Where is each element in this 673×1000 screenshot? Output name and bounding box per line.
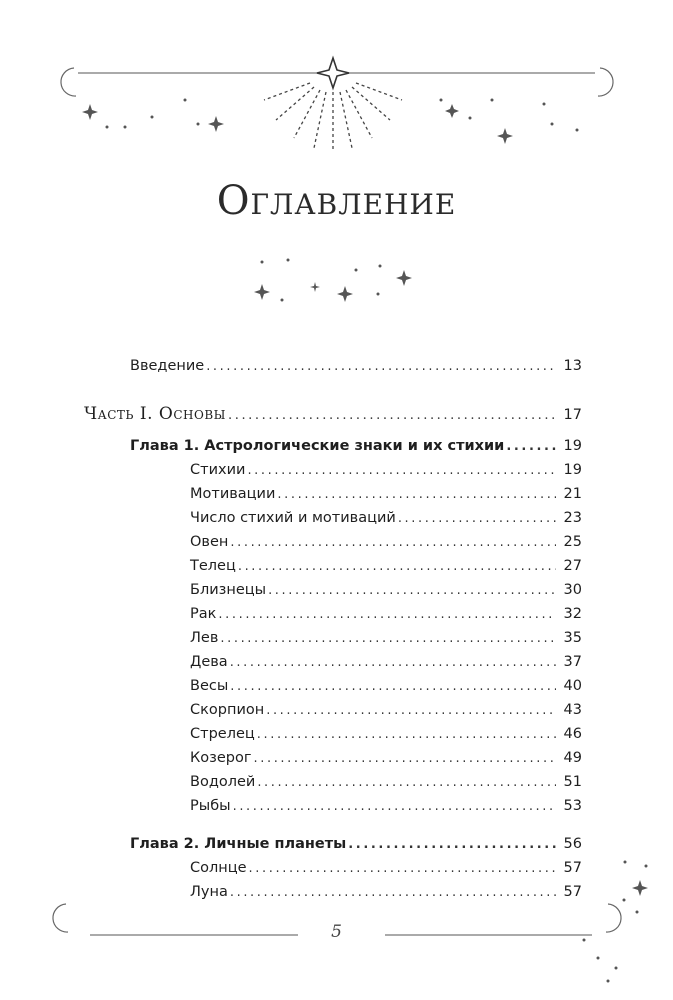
toc-entry-page: 49 <box>563 750 582 766</box>
dot-leader <box>230 885 556 900</box>
toc-entry-page: 51 <box>563 774 582 790</box>
toc-entry[interactable] <box>190 750 582 766</box>
toc-entry[interactable] <box>190 860 582 876</box>
dot-leader <box>228 408 556 423</box>
toc-entry[interactable] <box>190 678 582 694</box>
dot-leader <box>206 359 556 374</box>
toc-entry-page: 30 <box>563 582 582 598</box>
toc-part-label: Часть I. Основы <box>84 404 226 424</box>
dot-leader <box>249 861 556 876</box>
toc-entry-page: 19 <box>563 462 582 478</box>
toc-entry-intro[interactable] <box>130 358 582 374</box>
toc-entry-label: Рыбы <box>190 798 231 814</box>
toc-entry-page: 57 <box>563 860 582 876</box>
toc-entry-page: 37 <box>563 654 582 670</box>
page-title: Оглавление <box>216 178 457 224</box>
toc-entry[interactable] <box>190 884 582 900</box>
toc-entry[interactable] <box>190 510 582 526</box>
toc-chapter-label: Глава 1. Астрологические знаки и их стихии <box>130 438 505 454</box>
page-number: 5 <box>331 922 342 942</box>
dot-leader <box>230 679 556 694</box>
toc-entry[interactable] <box>190 582 582 598</box>
toc-entry-page: 57 <box>563 884 582 900</box>
toc-entry-label: Рак <box>190 606 217 622</box>
toc-entry-label: Мотивации <box>190 486 276 502</box>
toc-entry-page: 25 <box>563 534 582 550</box>
dot-leader <box>268 583 556 598</box>
toc-entry[interactable] <box>190 462 582 478</box>
dot-leader <box>218 607 556 622</box>
dot-leader <box>257 727 556 742</box>
toc-chapter-label: Глава 2. Личные планеты <box>130 836 347 852</box>
toc-entry-page: 46 <box>563 726 582 742</box>
toc-entry-label: Скорпион <box>190 702 265 718</box>
toc-entry-label: Стрелец <box>190 726 255 742</box>
toc-entry-label: Козерог <box>190 750 252 766</box>
toc-entry-page: 32 <box>563 606 582 622</box>
toc-entry-label: Телец <box>190 558 236 574</box>
toc-chapter-page: 19 <box>563 438 582 454</box>
toc-entry-label: Стихии <box>190 462 246 478</box>
toc-part-page: 17 <box>563 407 582 423</box>
toc-entry-label: Водолей <box>190 774 256 790</box>
toc-entry[interactable] <box>190 774 582 790</box>
toc-entry-page: 23 <box>563 510 582 526</box>
toc-chapter-page: 56 <box>563 836 582 852</box>
dot-leader <box>233 799 556 814</box>
dot-leader <box>254 751 557 766</box>
toc-entry-label: Луна <box>190 884 228 900</box>
toc-entry[interactable] <box>190 558 582 574</box>
dot-leader <box>398 511 556 526</box>
toc-entry[interactable] <box>190 486 582 502</box>
toc-entry-label: Близнецы <box>190 582 267 598</box>
toc-entry-label: Весы <box>190 678 229 694</box>
toc-entry-page: 53 <box>563 798 582 814</box>
toc-entry[interactable] <box>190 630 582 646</box>
dot-leader <box>220 631 556 646</box>
toc-entry-chapter-1[interactable] <box>130 438 582 454</box>
toc-entry[interactable] <box>190 702 582 718</box>
toc-entry[interactable] <box>190 798 582 814</box>
dot-leader <box>230 535 556 550</box>
dot-leader <box>266 703 556 718</box>
toc-entry[interactable] <box>190 606 582 622</box>
toc-entry-page: 27 <box>563 558 582 574</box>
toc-entry-page: 21 <box>563 486 582 502</box>
toc-entry-label: Дева <box>190 654 228 670</box>
toc-entry-page: 40 <box>563 678 582 694</box>
toc-entry-label: Солнце <box>190 860 247 876</box>
toc-entry[interactable] <box>190 726 582 742</box>
dot-leader <box>247 463 556 478</box>
toc-entry-label: Лев <box>190 630 219 646</box>
dot-leader <box>348 837 556 852</box>
toc-entry-page: 43 <box>563 702 582 718</box>
dot-leader <box>277 487 556 502</box>
dot-leader <box>230 655 556 670</box>
dot-leader <box>257 775 556 790</box>
toc-entry-label: Овен <box>190 534 229 550</box>
dot-leader <box>238 559 556 574</box>
toc-entry[interactable] <box>190 534 582 550</box>
toc-entry-part-1[interactable] <box>84 404 582 424</box>
toc-entry-page: 13 <box>563 358 582 374</box>
toc-entry-chapter-2[interactable] <box>130 836 582 852</box>
toc-entry-label: Число стихий и мотиваций <box>190 510 396 526</box>
toc-entry-page: 35 <box>563 630 582 646</box>
dot-leader <box>506 439 556 454</box>
toc-entry-label: Введение <box>130 358 205 374</box>
toc-entry[interactable] <box>190 654 582 670</box>
